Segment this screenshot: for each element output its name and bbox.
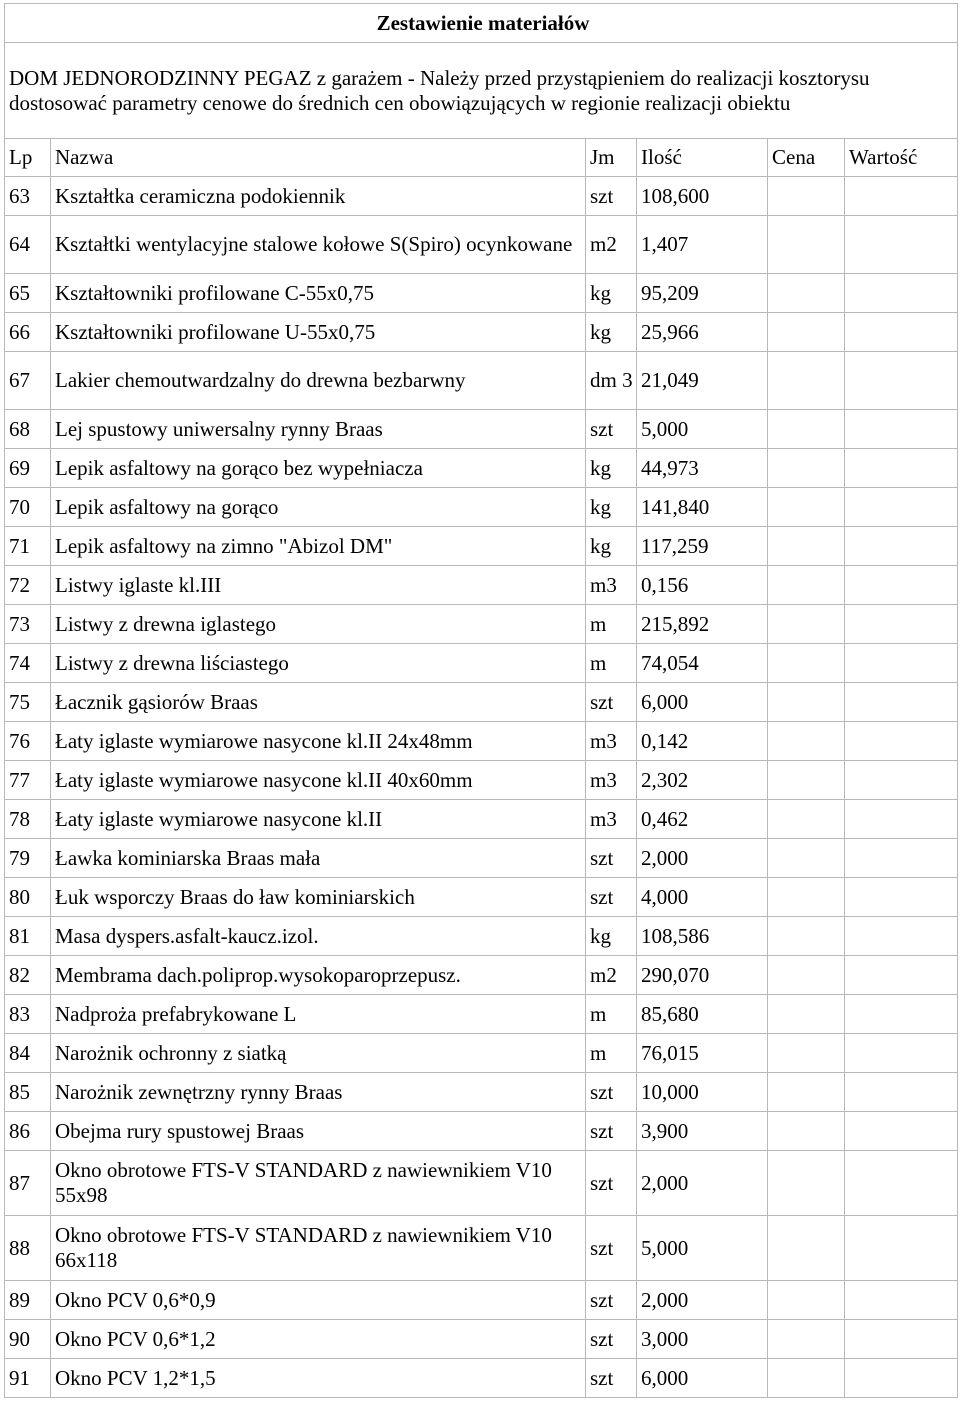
cell-wartosc <box>845 488 958 527</box>
cell-ilosc: 2,000 <box>637 1151 768 1216</box>
cell-name: Lej spustowy uniwersalny rynny Braas <box>51 410 586 449</box>
table-row <box>5 605 958 644</box>
cell-cena <box>768 1112 845 1151</box>
cell-cena <box>768 878 845 917</box>
cell-lp: 90 <box>5 1320 51 1359</box>
cell-lp: 66 <box>5 313 51 352</box>
cell-ilosc: 3,900 <box>637 1112 768 1151</box>
table-row <box>5 1151 958 1216</box>
table-row <box>5 352 958 410</box>
cell-lp: 83 <box>5 995 51 1034</box>
cell-cena <box>768 1151 845 1216</box>
table-row <box>5 800 958 839</box>
cell-lp: 77 <box>5 761 51 800</box>
cell-name: Łaty iglaste wymiarowe nasycone kl.II 24x48mm <box>51 722 586 761</box>
cell-lp: 73 <box>5 605 51 644</box>
cell-ilosc: 141,840 <box>637 488 768 527</box>
cell-wartosc <box>845 527 958 566</box>
cell-jm: m2 <box>586 956 637 995</box>
cell-lp: 71 <box>5 527 51 566</box>
cell-wartosc <box>845 722 958 761</box>
cell-jm: m <box>586 1034 637 1073</box>
table-row <box>5 995 958 1034</box>
cell-ilosc: 117,259 <box>637 527 768 566</box>
header-cena: Cena <box>768 139 845 177</box>
cell-name: Łaty iglaste wymiarowe nasycone kl.II <box>51 800 586 839</box>
cell-cena <box>768 1216 845 1281</box>
cell-jm: dm 3 <box>586 352 637 410</box>
cell-ilosc: 290,070 <box>637 956 768 995</box>
cell-ilosc: 108,586 <box>637 917 768 956</box>
cell-ilosc: 4,000 <box>637 878 768 917</box>
cell-name: Membrama dach.poliprop.wysokoparoprzepusz. <box>51 956 586 995</box>
table-row <box>5 1281 958 1320</box>
table-row <box>5 488 958 527</box>
cell-cena <box>768 449 845 488</box>
table-row <box>5 449 958 488</box>
table-row <box>5 956 958 995</box>
table-row <box>5 1112 958 1151</box>
cell-name: Lepik asfaltowy na gorąco bez wypełniacza <box>51 449 586 488</box>
cell-lp: 88 <box>5 1216 51 1281</box>
cell-jm: m3 <box>586 722 637 761</box>
header-ilosc: Ilość <box>637 139 768 177</box>
materials-table <box>4 3 958 1398</box>
cell-name: Okno PCV 0,6*0,9 <box>51 1281 586 1320</box>
cell-jm: m3 <box>586 800 637 839</box>
cell-ilosc: 0,142 <box>637 722 768 761</box>
cell-wartosc <box>845 1359 958 1398</box>
table-row <box>5 683 958 722</box>
cell-wartosc <box>845 1112 958 1151</box>
cell-cena <box>768 995 845 1034</box>
cell-name: Kształtki wentylacyjne stalowe kołowe S(Spiro) ocynkowane <box>51 216 586 274</box>
cell-lp: 78 <box>5 800 51 839</box>
cell-name: Okno obrotowe FTS-V STANDARD z nawiewnikiem V10 55x98 <box>51 1151 586 1216</box>
cell-name: Okno obrotowe FTS-V STANDARD z nawiewnikiem V10 66x118 <box>51 1216 586 1281</box>
table-row <box>5 839 958 878</box>
cell-jm: m3 <box>586 566 637 605</box>
header-nazwa: Nazwa <box>51 139 586 177</box>
cell-ilosc: 0,156 <box>637 566 768 605</box>
cell-cena <box>768 352 845 410</box>
cell-cena <box>768 956 845 995</box>
cell-name: Obejma rury spustowej Braas <box>51 1112 586 1151</box>
cell-name: Listwy z drewna iglastego <box>51 605 586 644</box>
cell-cena <box>768 566 845 605</box>
cell-cena <box>768 722 845 761</box>
cell-jm: szt <box>586 1216 637 1281</box>
table-row <box>5 1073 958 1112</box>
cell-jm: szt <box>586 683 637 722</box>
cell-jm: szt <box>586 1112 637 1151</box>
cell-name: Łuk wsporczy Braas do ław kominiarskich <box>51 878 586 917</box>
cell-lp: 86 <box>5 1112 51 1151</box>
table-row <box>5 216 958 274</box>
cell-ilosc: 2,302 <box>637 761 768 800</box>
table-row <box>5 644 958 683</box>
cell-cena <box>768 644 845 683</box>
cell-jm: kg <box>586 917 637 956</box>
cell-wartosc <box>845 644 958 683</box>
cell-cena <box>768 605 845 644</box>
cell-ilosc: 6,000 <box>637 683 768 722</box>
cell-wartosc <box>845 410 958 449</box>
cell-wartosc <box>845 761 958 800</box>
cell-name: Kształtowniki profilowane C-55x0,75 <box>51 274 586 313</box>
cell-name: Lepik asfaltowy na zimno "Abizol DM" <box>51 527 586 566</box>
cell-wartosc <box>845 177 958 216</box>
cell-jm: kg <box>586 488 637 527</box>
cell-wartosc <box>845 839 958 878</box>
cell-jm: kg <box>586 527 637 566</box>
cell-ilosc: 25,966 <box>637 313 768 352</box>
cell-ilosc: 2,000 <box>637 1281 768 1320</box>
cell-name: Kształtowniki profilowane U-55x0,75 <box>51 313 586 352</box>
cell-name: Okno PCV 0,6*1,2 <box>51 1320 586 1359</box>
cell-jm: szt <box>586 839 637 878</box>
cell-ilosc: 95,209 <box>637 274 768 313</box>
cell-lp: 63 <box>5 177 51 216</box>
cell-jm: m3 <box>586 761 637 800</box>
cell-wartosc <box>845 1281 958 1320</box>
cell-jm: m <box>586 644 637 683</box>
cell-wartosc <box>845 216 958 274</box>
cell-wartosc <box>845 1151 958 1216</box>
cell-cena <box>768 1073 845 1112</box>
cell-cena <box>768 683 845 722</box>
cell-jm: szt <box>586 410 637 449</box>
cell-ilosc: 10,000 <box>637 1073 768 1112</box>
cell-wartosc <box>845 1320 958 1359</box>
table-row <box>5 1320 958 1359</box>
cell-ilosc: 76,015 <box>637 1034 768 1073</box>
cell-lp: 76 <box>5 722 51 761</box>
cell-name: Nadproża prefabrykowane L <box>51 995 586 1034</box>
cell-name: Kształtka ceramiczna podokiennik <box>51 177 586 216</box>
cell-lp: 74 <box>5 644 51 683</box>
cell-lp: 80 <box>5 878 51 917</box>
table-row <box>5 527 958 566</box>
cell-cena <box>768 761 845 800</box>
cell-lp: 91 <box>5 1359 51 1398</box>
header-lp: Lp <box>5 139 51 177</box>
cell-lp: 87 <box>5 1151 51 1216</box>
cell-lp: 70 <box>5 488 51 527</box>
cell-lp: 67 <box>5 352 51 410</box>
cell-ilosc: 0,462 <box>637 800 768 839</box>
table-row <box>5 761 958 800</box>
cell-wartosc <box>845 917 958 956</box>
cell-cena <box>768 839 845 878</box>
cell-jm: szt <box>586 1281 637 1320</box>
cell-ilosc: 5,000 <box>637 1216 768 1281</box>
project-description: DOM JEDNORODZINNY PEGAZ z garażem - Należy przed przystąpieniem do realizacji kosztorysu dostosować parametry cenowe do średnich cen obowiązujących w regionie realizacji obiektu <box>5 43 958 139</box>
cell-name: Lepik asfaltowy na gorąco <box>51 488 586 527</box>
cell-lp: 69 <box>5 449 51 488</box>
cell-name: Łacznik gąsiorów Braas <box>51 683 586 722</box>
table-row <box>5 1034 958 1073</box>
table-title: Zestawienie materiałów <box>5 4 958 43</box>
cell-lp: 79 <box>5 839 51 878</box>
cell-wartosc <box>845 1073 958 1112</box>
cell-name: Narożnik ochronny z siatką <box>51 1034 586 1073</box>
cell-wartosc <box>845 566 958 605</box>
cell-jm: szt <box>586 177 637 216</box>
cell-lp: 72 <box>5 566 51 605</box>
cell-name: Narożnik zewnętrzny rynny Braas <box>51 1073 586 1112</box>
cell-ilosc: 108,600 <box>637 177 768 216</box>
cell-lp: 82 <box>5 956 51 995</box>
cell-name: Łaty iglaste wymiarowe nasycone kl.II 40x60mm <box>51 761 586 800</box>
cell-ilosc: 44,973 <box>637 449 768 488</box>
cell-jm: szt <box>586 1320 637 1359</box>
table-row <box>5 566 958 605</box>
cell-name: Okno PCV 1,2*1,5 <box>51 1359 586 1398</box>
cell-name: Lakier chemoutwardzalny do drewna bezbarwny <box>51 352 586 410</box>
cell-cena <box>768 410 845 449</box>
cell-lp: 64 <box>5 216 51 274</box>
cell-wartosc <box>845 878 958 917</box>
cell-jm: szt <box>586 1359 637 1398</box>
cell-lp: 89 <box>5 1281 51 1320</box>
cell-cena <box>768 800 845 839</box>
cell-cena <box>768 274 845 313</box>
table-row <box>5 410 958 449</box>
cell-cena <box>768 1359 845 1398</box>
cell-jm: szt <box>586 1151 637 1216</box>
cell-wartosc <box>845 605 958 644</box>
cell-cena <box>768 527 845 566</box>
cell-cena <box>768 177 845 216</box>
cell-ilosc: 3,000 <box>637 1320 768 1359</box>
cell-wartosc <box>845 995 958 1034</box>
cell-jm: kg <box>586 274 637 313</box>
cell-wartosc <box>845 313 958 352</box>
cell-ilosc: 21,049 <box>637 352 768 410</box>
cell-name: Listwy iglaste kl.III <box>51 566 586 605</box>
cell-wartosc <box>845 352 958 410</box>
cell-cena <box>768 488 845 527</box>
cell-cena <box>768 1281 845 1320</box>
table-row <box>5 313 958 352</box>
cell-ilosc: 215,892 <box>637 605 768 644</box>
cell-wartosc <box>845 683 958 722</box>
table-row <box>5 722 958 761</box>
cell-wartosc <box>845 449 958 488</box>
cell-ilosc: 6,000 <box>637 1359 768 1398</box>
cell-cena <box>768 917 845 956</box>
header-wartosc: Wartość <box>845 139 958 177</box>
cell-wartosc <box>845 1034 958 1073</box>
table-row <box>5 274 958 313</box>
cell-name: Ławka kominiarska Braas mała <box>51 839 586 878</box>
table-row <box>5 878 958 917</box>
cell-lp: 75 <box>5 683 51 722</box>
cell-wartosc <box>845 800 958 839</box>
cell-name: Listwy z drewna liściastego <box>51 644 586 683</box>
cell-cena <box>768 216 845 274</box>
cell-ilosc: 5,000 <box>637 410 768 449</box>
table-row <box>5 1216 958 1281</box>
cell-cena <box>768 1320 845 1359</box>
table-row <box>5 177 958 216</box>
cell-jm: szt <box>586 878 637 917</box>
cell-lp: 85 <box>5 1073 51 1112</box>
table-row <box>5 1359 958 1398</box>
cell-lp: 81 <box>5 917 51 956</box>
cell-jm: m <box>586 995 637 1034</box>
cell-ilosc: 1,407 <box>637 216 768 274</box>
cell-lp: 84 <box>5 1034 51 1073</box>
cell-lp: 68 <box>5 410 51 449</box>
cell-ilosc: 85,680 <box>637 995 768 1034</box>
cell-jm: kg <box>586 449 637 488</box>
cell-wartosc <box>845 274 958 313</box>
header-jm: Jm <box>586 139 637 177</box>
cell-cena <box>768 313 845 352</box>
cell-name: Masa dyspers.asfalt-kaucz.izol. <box>51 917 586 956</box>
cell-ilosc: 74,054 <box>637 644 768 683</box>
cell-wartosc <box>845 956 958 995</box>
cell-jm: szt <box>586 1073 637 1112</box>
table-row <box>5 917 958 956</box>
cell-wartosc <box>845 1216 958 1281</box>
cell-jm: m <box>586 605 637 644</box>
cell-cena <box>768 1034 845 1073</box>
cell-ilosc: 2,000 <box>637 839 768 878</box>
materials-table-body <box>5 4 958 1398</box>
header-row <box>5 139 958 177</box>
cell-lp: 65 <box>5 274 51 313</box>
cell-jm: kg <box>586 313 637 352</box>
cell-jm: m2 <box>586 216 637 274</box>
